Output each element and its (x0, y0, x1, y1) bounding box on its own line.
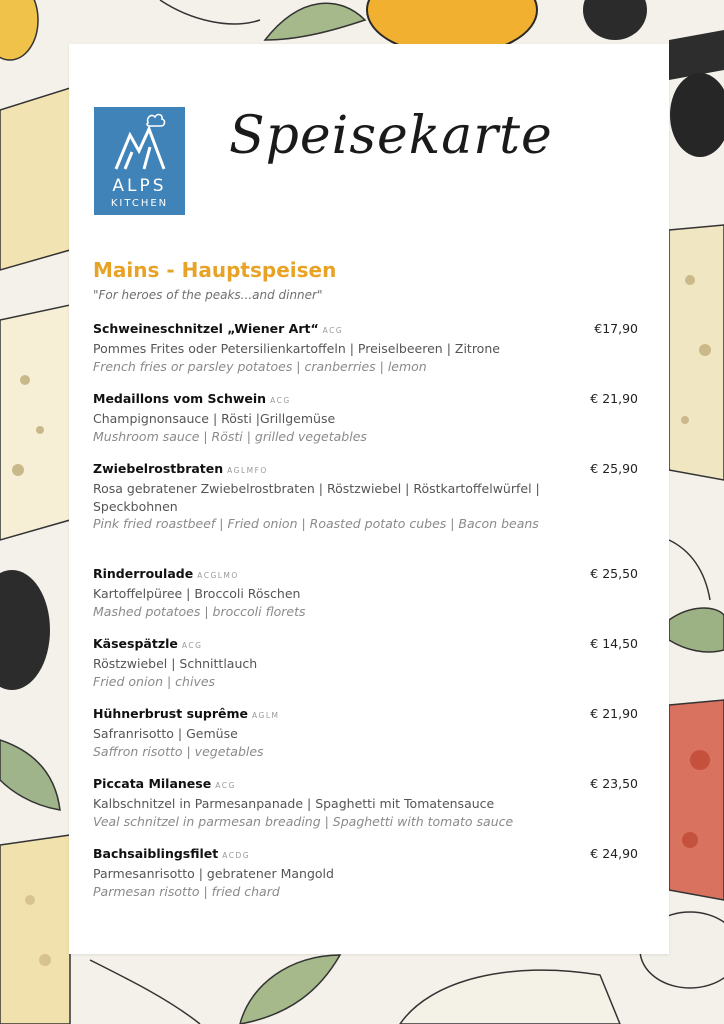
item-name: Piccata Milanese (93, 776, 212, 791)
item-name: Rinderroulade (93, 566, 194, 581)
item-name: Schweineschnitzel „Wiener Art“ (93, 321, 319, 336)
item-allergens: ACG (181, 641, 203, 650)
item-description-de: Kalbschnitzel in Parmesanpanade | Spaghetti mit Tomatensauce (93, 796, 495, 811)
mountain-chef-hat-icon (94, 107, 185, 177)
item-name: Bachsaiblingsfilet (93, 846, 219, 861)
item-description-de: Pommes Frites oder Petersilienkartoffeln | Preiselbeeren | Zitrone (93, 341, 500, 356)
item-allergens: ACG (322, 326, 344, 335)
alps-kitchen-logo (94, 107, 185, 215)
section-tagline: "For heroes of the peaks...and dinner" (93, 288, 323, 302)
item-description-de: Kartoffelpüree | Broccoli Röschen (93, 586, 301, 601)
item-price: € 25,50 (590, 566, 638, 581)
menu-item (93, 635, 645, 690)
menu-item (93, 320, 645, 375)
item-description-en: Mushroom sauce | Rösti | grilled vegetables (93, 428, 367, 444)
item-description-en: Veal schnitzel in parmesan breading | Spaghetti with tomato sauce (93, 813, 514, 829)
item-description-en: Saffron risotto | vegetables (93, 743, 264, 759)
item-price: € 24,90 (590, 846, 638, 861)
item-description-de: Champignonsauce | Rösti |Grillgemüse (93, 411, 336, 426)
item-description-de: Röstzwiebel | Schnittlauch (93, 656, 258, 671)
menu-card (69, 44, 669, 954)
item-description-en: Fried onion | chives (93, 673, 216, 689)
menu-item (93, 705, 645, 760)
item-allergens: AGLMFO (227, 466, 268, 475)
item-price: €17,90 (594, 321, 638, 336)
menu-item (93, 775, 645, 830)
logo-text-alps: ALPS (112, 176, 167, 196)
item-description-en: Mashed potatoes | broccoli florets (93, 603, 306, 619)
item-name: Hühnerbrust suprême (93, 706, 249, 721)
item-name: Medaillons vom Schwein (93, 391, 267, 406)
item-price: € 21,90 (590, 391, 638, 406)
item-description-de: Safranrisotto | Gemüse (93, 726, 238, 741)
item-allergens: ACGLMO (197, 571, 239, 580)
item-description-de: Parmesanrisotto | gebratener Mangold (93, 866, 334, 881)
item-name: Zwiebelrostbraten (93, 461, 224, 476)
page-title: Speisekarte (229, 106, 553, 166)
item-allergens: ACDG (222, 851, 251, 860)
item-name: Käsespätzle (93, 636, 178, 651)
item-description-en: Pink fried roastbeef | Fried onion | Roasted potato cubes | Bacon beans (93, 516, 539, 531)
item-price: € 23,50 (590, 776, 638, 791)
menu-item (93, 845, 645, 900)
item-description-de: Rosa gebratener Zwiebelrostbraten | Röstzwiebel | Röstkartoffelwürfel | Speckbohnen (93, 481, 540, 514)
item-description-en: French fries or parsley potatoes | cranberries | lemon (93, 358, 427, 374)
item-price: € 14,50 (590, 636, 638, 651)
item-allergens: AGLM (252, 711, 280, 720)
item-allergens: ACG (270, 396, 291, 405)
menu-item (93, 390, 645, 445)
item-description-en: Parmesan risotto | fried chard (93, 883, 280, 899)
item-allergens: ACG (215, 781, 236, 790)
menu-item (93, 460, 645, 533)
section-title: Mains - Hauptspeisen (93, 258, 337, 282)
logo-text-kitchen: KITCHEN (110, 198, 169, 209)
item-price: € 25,90 (590, 461, 638, 476)
item-price: € 21,90 (590, 706, 638, 721)
menu-item (93, 565, 645, 620)
